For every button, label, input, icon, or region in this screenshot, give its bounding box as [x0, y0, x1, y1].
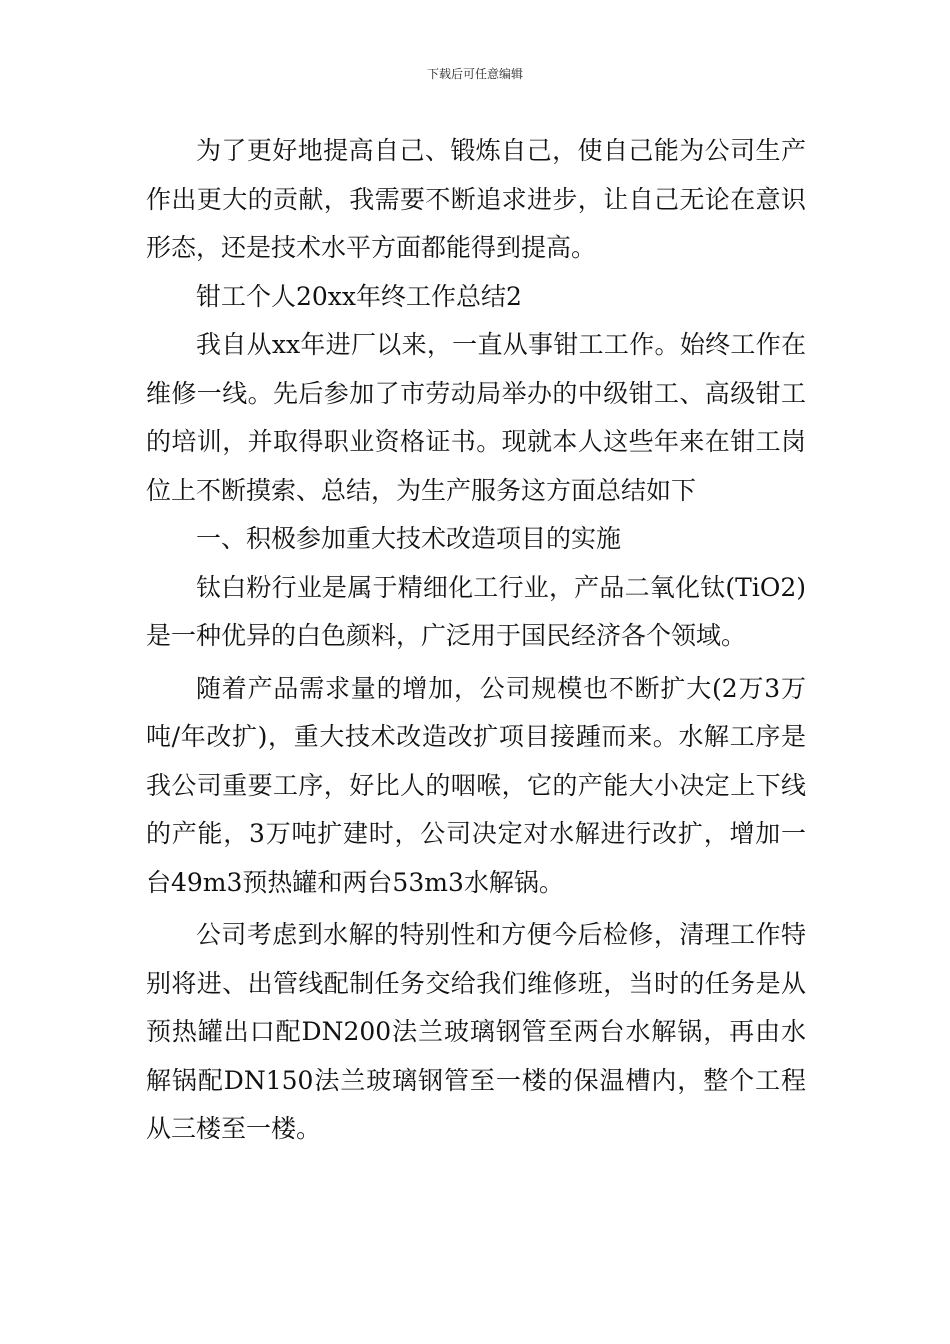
section-heading-tech-upgrade: 一、积极参加重大技术改造项目的实施: [196, 524, 622, 553]
section-title-summary-2: 钳工个人20xx年终工作总结2: [196, 281, 522, 311]
paragraph-work-history: 我自从xx年进厂以来，一直从事钳工工作。始终工作在维修一线。先后参加了市劳动局举办的中级钳工、高级钳工的培训，并取得职业资格证书。现就本人这些年来在钳工岗位上不断摸索、总结，为生产服务这方面总结如下: [146, 330, 806, 505]
paragraph-expansion-project: 随着产品需求量的增加，公司规模也不断扩大(2万3万吨/年改扩)，重大技术改造改扩项目接踵而来。水解工序是我公司重要工序，好比人的咽喉，它的产能大小决定上下线的产能，3万吨扩建时，公司决定对水解进行改扩，增加一台49m3预热罐和两台53m3水解锅。: [146, 673, 806, 897]
paragraph-pipeline-task: 公司考虑到水解的特别性和方便今后检修，清理工作特别将进、出管线配制任务交给我们维修班，当时的任务是从预热罐出口配DN200法兰玻璃钢管至两台水解锅，再由水解锅配DN150法兰玻璃钢管至一楼的保温槽内，整个工程从三楼至一楼。: [146, 920, 806, 1143]
paragraph-titanium-industry: 钛白粉行业是属于精细化工行业，产品二氧化钛(TiO2)是一种优异的白色颜料，广泛用于国民经济各个领域。: [146, 572, 806, 650]
page-header: 下载后可任意编辑: [426, 67, 523, 81]
document-body: [146, 127, 806, 1154]
paragraph-improve-self: 为了更好地提高自己、锻炼自己，使自己能为公司生产作出更大的贡献，我需要不断追求进步，让自己无论在意识形态，还是技术水平方面都能得到提高。: [146, 136, 806, 262]
